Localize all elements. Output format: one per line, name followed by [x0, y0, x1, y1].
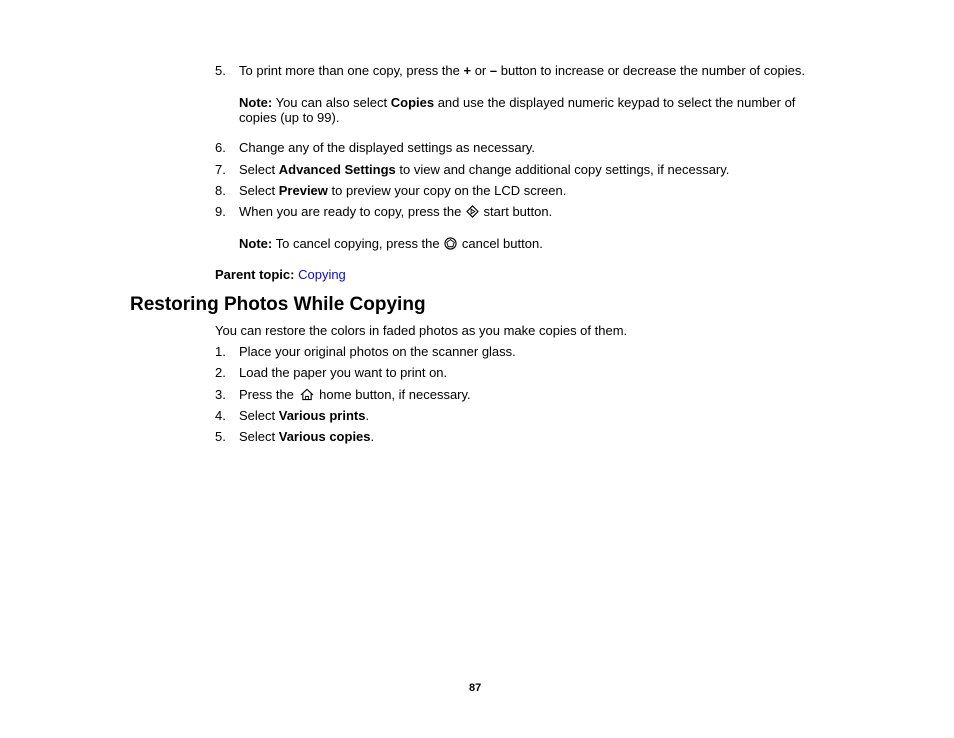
home-icon [299, 388, 315, 401]
step-text [239, 183, 566, 198]
step-text-part: home button, if necessary. [315, 387, 471, 402]
step-text-part: Select [239, 429, 279, 444]
note-text: and use the displayed numeric keypad to select the number of copies (up to 99). [239, 95, 796, 125]
step-text [239, 429, 374, 444]
step-number: 8. [215, 183, 226, 198]
step-text-part: Press the [239, 387, 298, 402]
step-number: 5. [215, 429, 226, 444]
parent-topic-label: Parent topic: [215, 267, 295, 282]
step-text-part: start button. [479, 204, 553, 219]
step-text: Load the paper you want to print on. [239, 365, 448, 380]
section-intro: You can restore the colors in faded photos as you make copies of them. [215, 323, 628, 338]
step-text-part: or [471, 63, 490, 78]
step-text-part: Select [239, 408, 279, 423]
cancel-icon [444, 237, 457, 250]
note-copies [239, 95, 819, 125]
step-text-part: Select [239, 162, 279, 177]
copies-setting-label: Copies [390, 95, 435, 110]
step-text-part: To print more than one copy, press the [239, 63, 464, 78]
note-text: To cancel copying, press the [272, 236, 444, 251]
step-text [239, 162, 729, 177]
note-label: Note: [239, 95, 273, 110]
step-text-part: . [365, 408, 370, 423]
step-number: 2. [215, 365, 226, 380]
various-copies-label: Various copies [278, 429, 371, 444]
page-number: 87 [469, 682, 482, 694]
step-text [239, 408, 369, 423]
minus-button-label: – [489, 63, 498, 78]
step-text [239, 387, 471, 402]
step-text: Change any of the displayed settings as necessary. [239, 140, 536, 155]
note-text: cancel button. [458, 236, 543, 251]
start-icon [466, 205, 479, 218]
step-text-part: Select [239, 183, 279, 198]
step-number: 6. [215, 140, 226, 155]
step-number: 7. [215, 162, 226, 177]
step-number: 5. [215, 63, 226, 78]
section-title: Restoring Photos While Copying [130, 294, 426, 315]
note-label: Note: [239, 236, 273, 251]
step-text: Place your original photos on the scanner glass. [239, 344, 516, 359]
step-text-part: When you are ready to copy, press the [239, 204, 465, 219]
parent-topic-link[interactable]: Copying [298, 267, 346, 282]
step-text [239, 63, 805, 78]
step-text-part: to view and change additional copy settings, if necessary. [395, 162, 730, 177]
step-text-part: . [370, 429, 375, 444]
step-number: 3. [215, 387, 226, 402]
step-text-part: button to increase or decrease the number of copies. [497, 63, 805, 78]
step-text [239, 204, 552, 219]
plus-button-label: + [463, 63, 472, 78]
step-number: 1. [215, 344, 226, 359]
step-text-part: to preview your copy on the LCD screen. [327, 183, 567, 198]
advanced-settings-label: Advanced Settings [278, 162, 396, 177]
preview-label: Preview [278, 183, 328, 198]
step-number: 9. [215, 204, 226, 219]
note-text: You can also select [272, 95, 391, 110]
step-number: 4. [215, 408, 226, 423]
various-prints-label: Various prints [278, 408, 366, 423]
parent-topic [215, 267, 346, 282]
note-cancel [239, 236, 543, 251]
